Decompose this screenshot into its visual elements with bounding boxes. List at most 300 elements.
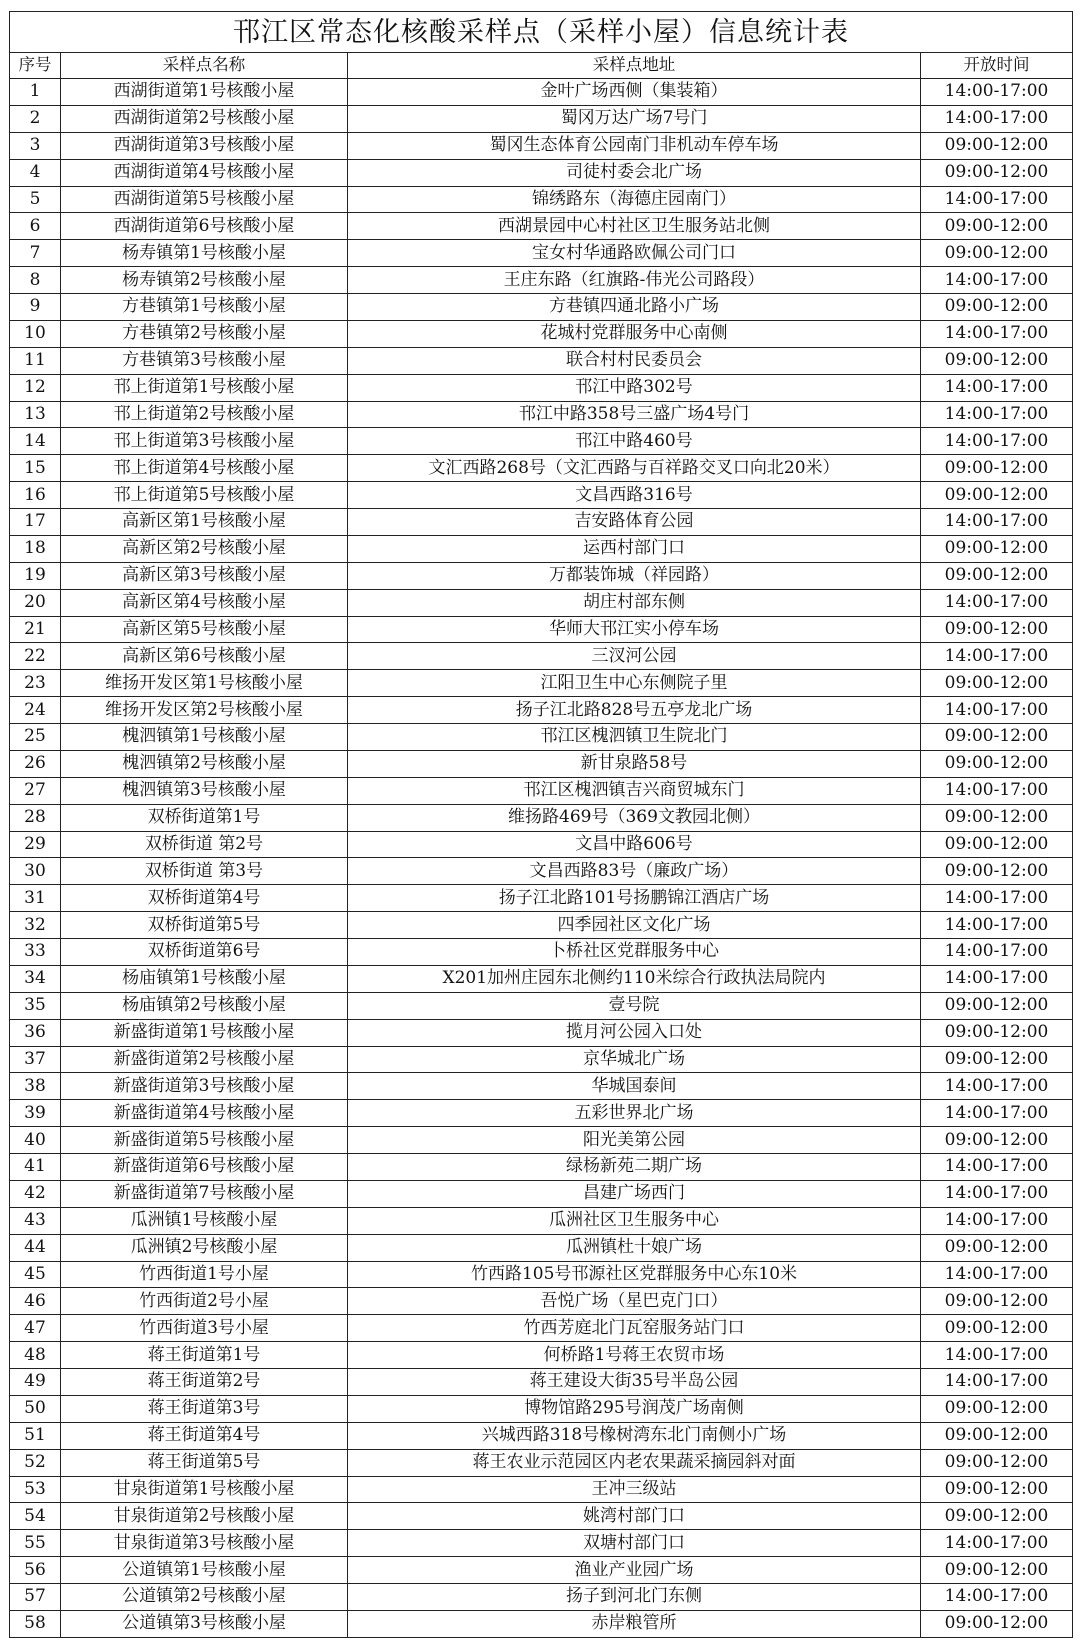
row-site-name: 蒋王街道第2号: [61, 1369, 348, 1396]
table-row: [10, 1315, 1073, 1342]
row-open-hours: 14:00-17:00: [921, 1073, 1073, 1100]
table-row: [10, 240, 1073, 267]
row-index: 46: [10, 1288, 61, 1315]
row-site-name: 杨寿镇第2号核酸小屋: [61, 267, 348, 294]
row-site-name: 西湖街道第1号核酸小屋: [61, 79, 348, 106]
row-site-address: 蒋王农业示范园区内老农果蔬采摘园斜对面: [348, 1449, 921, 1476]
table-row: [10, 1207, 1073, 1234]
row-open-hours: 09:00-12:00: [921, 1422, 1073, 1449]
row-site-address: 运西村部门口: [348, 535, 921, 562]
table-row: [10, 1584, 1073, 1611]
row-index: 33: [10, 939, 61, 966]
table-title: 邗江区常态化核酸采样点（采样小屋）信息统计表: [10, 12, 1073, 53]
table-row: [10, 1127, 1073, 1154]
row-open-hours: 09:00-12:00: [921, 992, 1073, 1019]
table-row: [10, 213, 1073, 240]
row-site-address: 阳光美第公园: [348, 1127, 921, 1154]
row-site-name: 西湖街道第3号核酸小屋: [61, 132, 348, 159]
row-index: 44: [10, 1234, 61, 1261]
table-row: [10, 455, 1073, 482]
row-site-address: 扬子江北路101号扬鹏锦江酒店广场: [348, 885, 921, 912]
row-site-name: 新盛街道第7号核酸小屋: [61, 1180, 348, 1207]
row-site-name: 邗上街道第1号核酸小屋: [61, 374, 348, 401]
sampling-points-table: [9, 11, 1073, 1638]
row-open-hours: 14:00-17:00: [921, 1207, 1073, 1234]
row-index: 34: [10, 965, 61, 992]
row-site-address: 蜀冈生态体育公园南门非机动车停车场: [348, 132, 921, 159]
row-site-address: 绿杨新苑二期广场: [348, 1154, 921, 1181]
row-open-hours: 14:00-17:00: [921, 885, 1073, 912]
row-open-hours: 14:00-17:00: [921, 1180, 1073, 1207]
table-row: [10, 589, 1073, 616]
header-hours: 开放时间: [921, 53, 1073, 79]
row-site-name: 双桥街道第4号: [61, 885, 348, 912]
table-row: [10, 159, 1073, 186]
row-site-name: 方巷镇第3号核酸小屋: [61, 347, 348, 374]
table-row: [10, 616, 1073, 643]
row-site-address: 昌建广场西门: [348, 1180, 921, 1207]
table-row: [10, 186, 1073, 213]
table-row: [10, 1530, 1073, 1557]
row-site-address: 瓜洲镇杜十娘广场: [348, 1234, 921, 1261]
row-index: 54: [10, 1503, 61, 1530]
row-site-name: 甘泉街道第1号核酸小屋: [61, 1476, 348, 1503]
row-open-hours: 09:00-12:00: [921, 347, 1073, 374]
row-open-hours: 09:00-12:00: [921, 562, 1073, 589]
row-site-name: 竹西街道3号小屋: [61, 1315, 348, 1342]
row-open-hours: 14:00-17:00: [921, 1584, 1073, 1611]
row-site-address: 西湖景园中心村社区卫生服务站北侧: [348, 213, 921, 240]
row-index: 10: [10, 320, 61, 347]
table-row: [10, 509, 1073, 536]
row-open-hours: 09:00-12:00: [921, 159, 1073, 186]
row-site-address: 双塘村部门口: [348, 1530, 921, 1557]
row-site-address: 京华城北广场: [348, 1046, 921, 1073]
row-site-name: 蒋王街道第3号: [61, 1395, 348, 1422]
row-open-hours: 09:00-12:00: [921, 858, 1073, 885]
row-index: 57: [10, 1584, 61, 1611]
row-site-address: 文昌西路316号: [348, 482, 921, 509]
row-site-name: 邗上街道第2号核酸小屋: [61, 401, 348, 428]
row-index: 26: [10, 750, 61, 777]
row-open-hours: 09:00-12:00: [921, 1288, 1073, 1315]
row-site-address: 维扬路469号（369文教园北侧）: [348, 804, 921, 831]
row-site-name: 新盛街道第4号核酸小屋: [61, 1100, 348, 1127]
row-index: 43: [10, 1207, 61, 1234]
row-index: 6: [10, 213, 61, 240]
row-site-address: 金叶广场西侧（集装箱）: [348, 79, 921, 106]
row-open-hours: 14:00-17:00: [921, 186, 1073, 213]
row-site-name: 蒋王街道第5号: [61, 1449, 348, 1476]
row-site-name: 西湖街道第2号核酸小屋: [61, 105, 348, 132]
row-index: 2: [10, 105, 61, 132]
row-open-hours: 14:00-17:00: [921, 589, 1073, 616]
row-index: 16: [10, 482, 61, 509]
row-index: 49: [10, 1369, 61, 1396]
row-open-hours: 09:00-12:00: [921, 724, 1073, 751]
row-site-name: 杨庙镇第2号核酸小屋: [61, 992, 348, 1019]
row-open-hours: 09:00-12:00: [921, 240, 1073, 267]
row-site-address: X201加州庄园东北侧约110米综合行政执法局院内: [348, 965, 921, 992]
row-index: 53: [10, 1476, 61, 1503]
row-open-hours: 14:00-17:00: [921, 374, 1073, 401]
row-site-address: 赤岸粮管所: [348, 1610, 921, 1637]
row-index: 1: [10, 79, 61, 106]
row-site-address: 新甘泉路58号: [348, 750, 921, 777]
row-site-name: 瓜洲镇1号核酸小屋: [61, 1207, 348, 1234]
table-row: [10, 885, 1073, 912]
table-row: [10, 1395, 1073, 1422]
row-site-name: 蒋王街道第4号: [61, 1422, 348, 1449]
row-site-address: 邗江中路460号: [348, 428, 921, 455]
row-site-address: 司徒村委会北广场: [348, 159, 921, 186]
row-index: 8: [10, 267, 61, 294]
row-site-name: 竹西街道1号小屋: [61, 1261, 348, 1288]
table-row: [10, 1261, 1073, 1288]
row-site-address: 姚湾村部门口: [348, 1503, 921, 1530]
row-site-address: 三汊河公园: [348, 643, 921, 670]
row-site-name: 甘泉街道第2号核酸小屋: [61, 1503, 348, 1530]
table-row: [10, 939, 1073, 966]
row-open-hours: 14:00-17:00: [921, 1342, 1073, 1369]
row-site-address: 花城村党群服务中心南侧: [348, 320, 921, 347]
row-open-hours: 14:00-17:00: [921, 643, 1073, 670]
table-row: [10, 858, 1073, 885]
row-index: 39: [10, 1100, 61, 1127]
row-site-name: 杨寿镇第1号核酸小屋: [61, 240, 348, 267]
row-open-hours: 09:00-12:00: [921, 213, 1073, 240]
row-index: 29: [10, 831, 61, 858]
row-open-hours: 09:00-12:00: [921, 294, 1073, 321]
row-site-name: 高新区第5号核酸小屋: [61, 616, 348, 643]
table-row: [10, 831, 1073, 858]
row-open-hours: 14:00-17:00: [921, 1100, 1073, 1127]
title-row: [10, 12, 1073, 53]
row-site-name: 槐泗镇第2号核酸小屋: [61, 750, 348, 777]
row-site-name: 蒋王街道第1号: [61, 1342, 348, 1369]
row-site-address: 蜀冈万达广场7号门: [348, 105, 921, 132]
row-site-address: 瓜洲社区卫生服务中心: [348, 1207, 921, 1234]
row-site-name: 高新区第3号核酸小屋: [61, 562, 348, 589]
row-site-address: 文昌西路83号（廉政广场）: [348, 858, 921, 885]
row-site-name: 公道镇第2号核酸小屋: [61, 1584, 348, 1611]
row-index: 20: [10, 589, 61, 616]
table-row: [10, 912, 1073, 939]
table-row: [10, 1234, 1073, 1261]
row-site-address: 卜桥社区党群服务中心: [348, 939, 921, 966]
table-row: [10, 267, 1073, 294]
row-site-address: 锦绣路东（海德庄园南门）: [348, 186, 921, 213]
row-open-hours: 14:00-17:00: [921, 1261, 1073, 1288]
row-site-name: 新盛街道第1号核酸小屋: [61, 1019, 348, 1046]
row-site-name: 西湖街道第4号核酸小屋: [61, 159, 348, 186]
row-open-hours: 09:00-12:00: [921, 750, 1073, 777]
row-site-address: 文昌中路606号: [348, 831, 921, 858]
row-site-address: 宝女村华通路欧佩公司门口: [348, 240, 921, 267]
row-site-name: 公道镇第1号核酸小屋: [61, 1557, 348, 1584]
row-index: 14: [10, 428, 61, 455]
row-open-hours: 14:00-17:00: [921, 697, 1073, 724]
row-site-address: 江阳卫生中心东侧院子里: [348, 670, 921, 697]
table-body: [10, 79, 1073, 1638]
row-open-hours: 14:00-17:00: [921, 428, 1073, 455]
row-site-name: 新盛街道第3号核酸小屋: [61, 1073, 348, 1100]
row-index: 4: [10, 159, 61, 186]
row-site-address: 邗江中路302号: [348, 374, 921, 401]
row-open-hours: 09:00-12:00: [921, 1046, 1073, 1073]
table-row: [10, 992, 1073, 1019]
row-index: 37: [10, 1046, 61, 1073]
row-site-name: 槐泗镇第3号核酸小屋: [61, 777, 348, 804]
row-open-hours: 14:00-17:00: [921, 1369, 1073, 1396]
row-site-address: 兴城西路318号橡树湾东北门南侧小广场: [348, 1422, 921, 1449]
row-open-hours: 09:00-12:00: [921, 616, 1073, 643]
row-index: 42: [10, 1180, 61, 1207]
row-open-hours: 14:00-17:00: [921, 777, 1073, 804]
table-row: [10, 562, 1073, 589]
row-site-address: 华师大邗江实小停车场: [348, 616, 921, 643]
table-row: [10, 804, 1073, 831]
table-row: [10, 1180, 1073, 1207]
row-open-hours: 09:00-12:00: [921, 132, 1073, 159]
row-index: 25: [10, 724, 61, 751]
row-site-name: 方巷镇第2号核酸小屋: [61, 320, 348, 347]
row-site-name: 双桥街道第5号: [61, 912, 348, 939]
row-open-hours: 14:00-17:00: [921, 1530, 1073, 1557]
row-site-name: 双桥街道第1号: [61, 804, 348, 831]
row-site-address: 邗江中路358号三盛广场4号门: [348, 401, 921, 428]
row-site-address: 胡庄村部东侧: [348, 589, 921, 616]
header-row: [10, 53, 1073, 79]
row-site-name: 方巷镇第1号核酸小屋: [61, 294, 348, 321]
table-row: [10, 294, 1073, 321]
row-index: 40: [10, 1127, 61, 1154]
table-row: [10, 1019, 1073, 1046]
row-site-name: 双桥街道第6号: [61, 939, 348, 966]
row-open-hours: 09:00-12:00: [921, 1610, 1073, 1637]
row-index: 47: [10, 1315, 61, 1342]
row-site-name: 维扬开发区第2号核酸小屋: [61, 697, 348, 724]
table-row: [10, 670, 1073, 697]
row-open-hours: 14:00-17:00: [921, 965, 1073, 992]
table-row: [10, 750, 1073, 777]
table-row: [10, 374, 1073, 401]
row-site-name: 高新区第2号核酸小屋: [61, 535, 348, 562]
table-row: [10, 1503, 1073, 1530]
row-index: 50: [10, 1395, 61, 1422]
row-open-hours: 09:00-12:00: [921, 1127, 1073, 1154]
row-open-hours: 14:00-17:00: [921, 320, 1073, 347]
row-site-name: 西湖街道第6号核酸小屋: [61, 213, 348, 240]
row-index: 31: [10, 885, 61, 912]
row-site-name: 竹西街道2号小屋: [61, 1288, 348, 1315]
table-row: [10, 535, 1073, 562]
table-row: [10, 777, 1073, 804]
row-site-address: 何桥路1号蒋王农贸市场: [348, 1342, 921, 1369]
table-row: [10, 1610, 1073, 1637]
row-site-address: 四季园社区文化广场: [348, 912, 921, 939]
row-site-address: 扬子到河北门东侧: [348, 1584, 921, 1611]
row-site-address: 揽月河公园入口处: [348, 1019, 921, 1046]
row-site-address: 渔业产业园广场: [348, 1557, 921, 1584]
row-site-address: 吾悦广场（星巴克门口）: [348, 1288, 921, 1315]
row-site-name: 维扬开发区第1号核酸小屋: [61, 670, 348, 697]
table-row: [10, 1046, 1073, 1073]
row-site-name: 槐泗镇第1号核酸小屋: [61, 724, 348, 751]
table-row: [10, 401, 1073, 428]
row-index: 32: [10, 912, 61, 939]
row-index: 55: [10, 1530, 61, 1557]
row-open-hours: 14:00-17:00: [921, 105, 1073, 132]
row-site-address: 竹西芳庭北门瓦窑服务站门口: [348, 1315, 921, 1342]
row-open-hours: 14:00-17:00: [921, 1154, 1073, 1181]
row-index: 36: [10, 1019, 61, 1046]
table-row: [10, 132, 1073, 159]
table-row: [10, 1073, 1073, 1100]
row-site-address: 壹号院: [348, 992, 921, 1019]
row-site-address: 吉安路体育公园: [348, 509, 921, 536]
row-site-address: 王冲三级站: [348, 1476, 921, 1503]
row-open-hours: 14:00-17:00: [921, 79, 1073, 106]
table-row: [10, 482, 1073, 509]
row-site-address: 文汇西路268号（文汇西路与百祥路交叉口向北20米）: [348, 455, 921, 482]
row-index: 58: [10, 1610, 61, 1637]
row-site-name: 双桥街道 第2号: [61, 831, 348, 858]
row-site-name: 高新区第1号核酸小屋: [61, 509, 348, 536]
row-index: 21: [10, 616, 61, 643]
row-open-hours: 14:00-17:00: [921, 912, 1073, 939]
row-index: 28: [10, 804, 61, 831]
row-index: 11: [10, 347, 61, 374]
row-open-hours: 09:00-12:00: [921, 1449, 1073, 1476]
table-row: [10, 1288, 1073, 1315]
header-address: 采样点地址: [348, 53, 921, 79]
row-index: 23: [10, 670, 61, 697]
row-index: 3: [10, 132, 61, 159]
row-index: 17: [10, 509, 61, 536]
row-open-hours: 14:00-17:00: [921, 401, 1073, 428]
row-index: 51: [10, 1422, 61, 1449]
row-site-address: 邗江区槐泗镇吉兴商贸城东门: [348, 777, 921, 804]
row-index: 27: [10, 777, 61, 804]
table-row: [10, 428, 1073, 455]
row-site-address: 博物馆路295号润茂广场南侧: [348, 1395, 921, 1422]
row-index: 30: [10, 858, 61, 885]
row-site-name: 邗上街道第3号核酸小屋: [61, 428, 348, 455]
row-site-name: 瓜洲镇2号核酸小屋: [61, 1234, 348, 1261]
row-site-address: 王庄东路（红旗路-伟光公司路段）: [348, 267, 921, 294]
table-row: [10, 1557, 1073, 1584]
row-index: 38: [10, 1073, 61, 1100]
row-open-hours: 14:00-17:00: [921, 509, 1073, 536]
row-open-hours: 09:00-12:00: [921, 831, 1073, 858]
row-open-hours: 09:00-12:00: [921, 1315, 1073, 1342]
row-open-hours: 09:00-12:00: [921, 1019, 1073, 1046]
row-site-name: 西湖街道第5号核酸小屋: [61, 186, 348, 213]
row-open-hours: 09:00-12:00: [921, 1503, 1073, 1530]
table-row: [10, 347, 1073, 374]
row-index: 13: [10, 401, 61, 428]
row-site-address: 扬子江北路828号五亭龙北广场: [348, 697, 921, 724]
row-index: 35: [10, 992, 61, 1019]
row-open-hours: 14:00-17:00: [921, 939, 1073, 966]
row-site-address: 五彩世界北广场: [348, 1100, 921, 1127]
row-site-address: 万都装饰城（祥园路）: [348, 562, 921, 589]
row-open-hours: 09:00-12:00: [921, 482, 1073, 509]
row-index: 22: [10, 643, 61, 670]
row-site-name: 新盛街道第2号核酸小屋: [61, 1046, 348, 1073]
row-index: 9: [10, 294, 61, 321]
row-site-address: 联合村村民委员会: [348, 347, 921, 374]
row-index: 19: [10, 562, 61, 589]
row-site-address: 邗江区槐泗镇卫生院北门: [348, 724, 921, 751]
row-site-name: 新盛街道第6号核酸小屋: [61, 1154, 348, 1181]
table-row: [10, 105, 1073, 132]
table-row: [10, 697, 1073, 724]
row-open-hours: 09:00-12:00: [921, 1557, 1073, 1584]
row-site-name: 公道镇第3号核酸小屋: [61, 1610, 348, 1637]
row-index: 41: [10, 1154, 61, 1181]
header-index: 序号: [10, 53, 61, 79]
row-open-hours: 09:00-12:00: [921, 535, 1073, 562]
row-index: 56: [10, 1557, 61, 1584]
row-index: 48: [10, 1342, 61, 1369]
row-site-name: 新盛街道第5号核酸小屋: [61, 1127, 348, 1154]
table-row: [10, 1449, 1073, 1476]
row-site-address: 竹西路105号邗源社区党群服务中心东10米: [348, 1261, 921, 1288]
header-name: 采样点名称: [61, 53, 348, 79]
row-site-address: 方巷镇四通北路小广场: [348, 294, 921, 321]
table-row: [10, 1342, 1073, 1369]
table-row: [10, 724, 1073, 751]
row-index: 45: [10, 1261, 61, 1288]
row-index: 52: [10, 1449, 61, 1476]
table-row: [10, 320, 1073, 347]
row-index: 24: [10, 697, 61, 724]
row-site-name: 双桥街道 第3号: [61, 858, 348, 885]
row-index: 5: [10, 186, 61, 213]
row-site-name: 甘泉街道第3号核酸小屋: [61, 1530, 348, 1557]
row-open-hours: 09:00-12:00: [921, 1476, 1073, 1503]
row-open-hours: 09:00-12:00: [921, 670, 1073, 697]
row-site-address: 华城国泰间: [348, 1073, 921, 1100]
table-row: [10, 643, 1073, 670]
row-open-hours: 09:00-12:00: [921, 1234, 1073, 1261]
row-index: 7: [10, 240, 61, 267]
row-open-hours: 09:00-12:00: [921, 455, 1073, 482]
row-index: 15: [10, 455, 61, 482]
row-site-name: 邗上街道第5号核酸小屋: [61, 482, 348, 509]
row-site-name: 杨庙镇第1号核酸小屋: [61, 965, 348, 992]
table-row: [10, 1476, 1073, 1503]
row-open-hours: 14:00-17:00: [921, 267, 1073, 294]
row-index: 18: [10, 535, 61, 562]
row-open-hours: 09:00-12:00: [921, 1395, 1073, 1422]
table-row: [10, 79, 1073, 106]
table-row: [10, 965, 1073, 992]
row-site-name: 高新区第6号核酸小屋: [61, 643, 348, 670]
table-row: [10, 1369, 1073, 1396]
table-row: [10, 1100, 1073, 1127]
row-open-hours: 09:00-12:00: [921, 804, 1073, 831]
statistics-sheet: [9, 11, 1072, 1638]
row-site-name: 高新区第4号核酸小屋: [61, 589, 348, 616]
row-site-address: 蒋王建设大街35号半岛公园: [348, 1369, 921, 1396]
row-index: 12: [10, 374, 61, 401]
row-site-name: 邗上街道第4号核酸小屋: [61, 455, 348, 482]
table-row: [10, 1422, 1073, 1449]
table-row: [10, 1154, 1073, 1181]
